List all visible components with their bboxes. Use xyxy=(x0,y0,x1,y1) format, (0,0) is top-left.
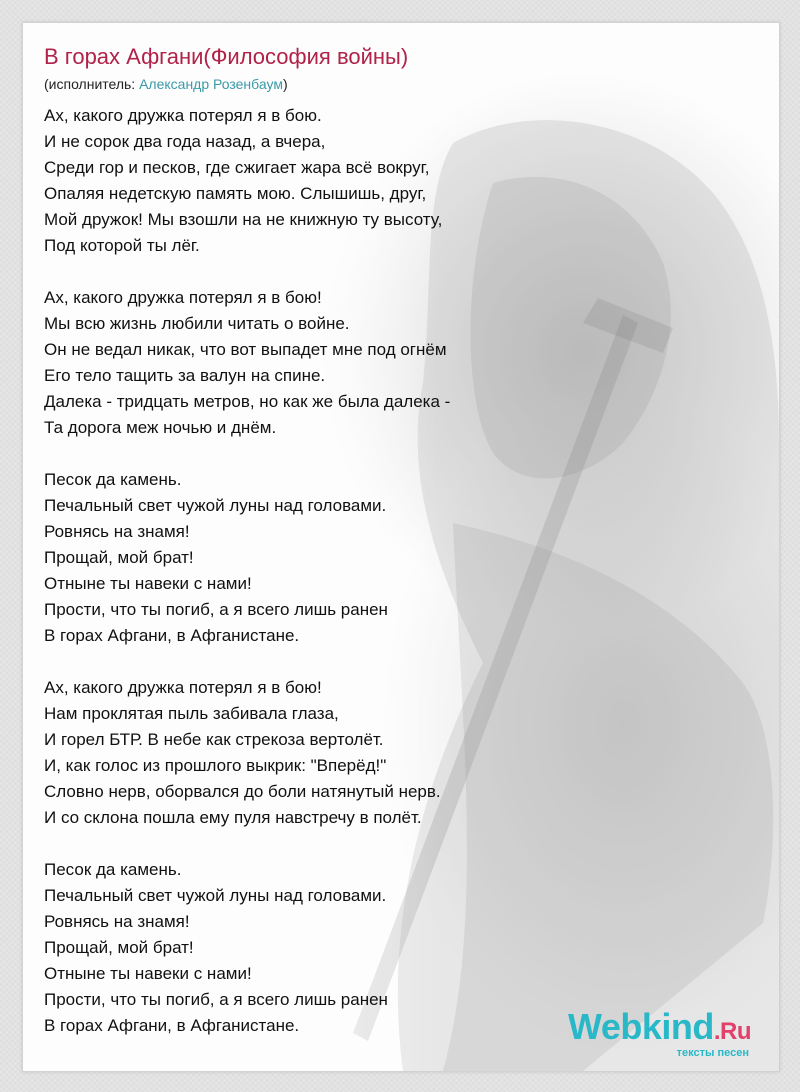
lyrics-content xyxy=(23,23,779,1039)
lyric-line: Ах, какого дружка потерял я в бою! xyxy=(44,288,322,307)
lyric-line: Опаляя недетскую память мою. Слышишь, друг, xyxy=(44,184,427,203)
site-watermark xyxy=(568,1008,751,1059)
lyric-line: Он не ведал никак, что вот выпадет мне под огнём xyxy=(44,340,447,359)
artist-link[interactable]: Александр Розенбаум xyxy=(139,76,283,92)
lyric-line: Прости, что ты погиб, а я всего лишь ранен xyxy=(44,990,388,1009)
artist-prefix: (исполнитель: xyxy=(44,76,140,92)
lyric-line: Песок да камень. xyxy=(44,470,182,489)
lyric-line: Нам проклятая пыль забивала глаза, xyxy=(44,704,339,723)
lyric-line: И горел БТР. В небе как стрекоза вертолёт. xyxy=(44,730,384,749)
lyric-line: И не сорок два года назад, а вчера, xyxy=(44,132,326,151)
lyric-line: Далека - тридцать метров, но как же была далека - xyxy=(44,392,451,411)
lyric-line: Среди гор и песков, где сжигает жара всё вокруг, xyxy=(44,158,430,177)
lyric-line: Ровнясь на знамя! xyxy=(44,522,190,541)
lyric-line: Отныне ты навеки с нами! xyxy=(44,964,252,983)
artist-line xyxy=(44,74,779,94)
lyric-line: Печальный свет чужой луны над головами. xyxy=(44,886,387,905)
lyric-line: Прощай, мой брат! xyxy=(44,548,194,567)
lyric-line: Ровнясь на знамя! xyxy=(44,912,190,931)
chorus-stanza xyxy=(44,467,779,649)
lyric-line: Та дорога меж ночью и днём. xyxy=(44,418,277,437)
lyric-line: И, как голос из прошлого выкрик: "Вперёд!" xyxy=(44,756,387,775)
artist-suffix: ) xyxy=(282,76,288,92)
lyrics-text xyxy=(44,103,779,1039)
lyric-line: Отныне ты навеки с нами! xyxy=(44,574,252,593)
lyric-line: Прости, что ты погиб, а я всего лишь ранен xyxy=(44,600,388,619)
site-logo-brand: Webkind xyxy=(567,1006,714,1047)
lyric-line: Под которой ты лёг. xyxy=(44,236,200,255)
lyric-line: Мы всю жизнь любили читать о войне. xyxy=(44,314,350,333)
lyric-line: Ах, какого дружка потерял я в бою! xyxy=(44,678,322,697)
stanza xyxy=(44,285,779,441)
site-logo-tld: .Ru xyxy=(713,1018,751,1045)
lyrics-card xyxy=(22,22,780,1072)
lyric-line: И со склона пошла ему пуля навстречу в полёт. xyxy=(44,808,422,827)
site-tagline: тексты песен xyxy=(676,1047,749,1059)
stanza xyxy=(44,103,779,259)
lyric-line: Словно нерв, оборвался до боли натянутый нерв. xyxy=(44,782,441,801)
lyric-line: Ах, какого дружка потерял я в бою. xyxy=(44,106,322,125)
stanza xyxy=(44,675,779,831)
lyric-line: Песок да камень. xyxy=(44,860,182,879)
lyric-line: Прощай, мой брат! xyxy=(44,938,194,957)
lyric-line: Его тело тащить за валун на спине. xyxy=(44,366,326,385)
lyric-line: В горах Афгани, в Афганистане. xyxy=(44,626,300,645)
lyric-line: В горах Афгани, в Афганистане. xyxy=(44,1016,300,1035)
lyric-line: Мой дружок! Мы взошли на не книжную ту высоту, xyxy=(44,210,443,229)
site-logo xyxy=(568,1008,751,1051)
lyric-line: Печальный свет чужой луны над головами. xyxy=(44,496,387,515)
song-title: В горах Афгани(Философия войны) xyxy=(44,44,409,69)
